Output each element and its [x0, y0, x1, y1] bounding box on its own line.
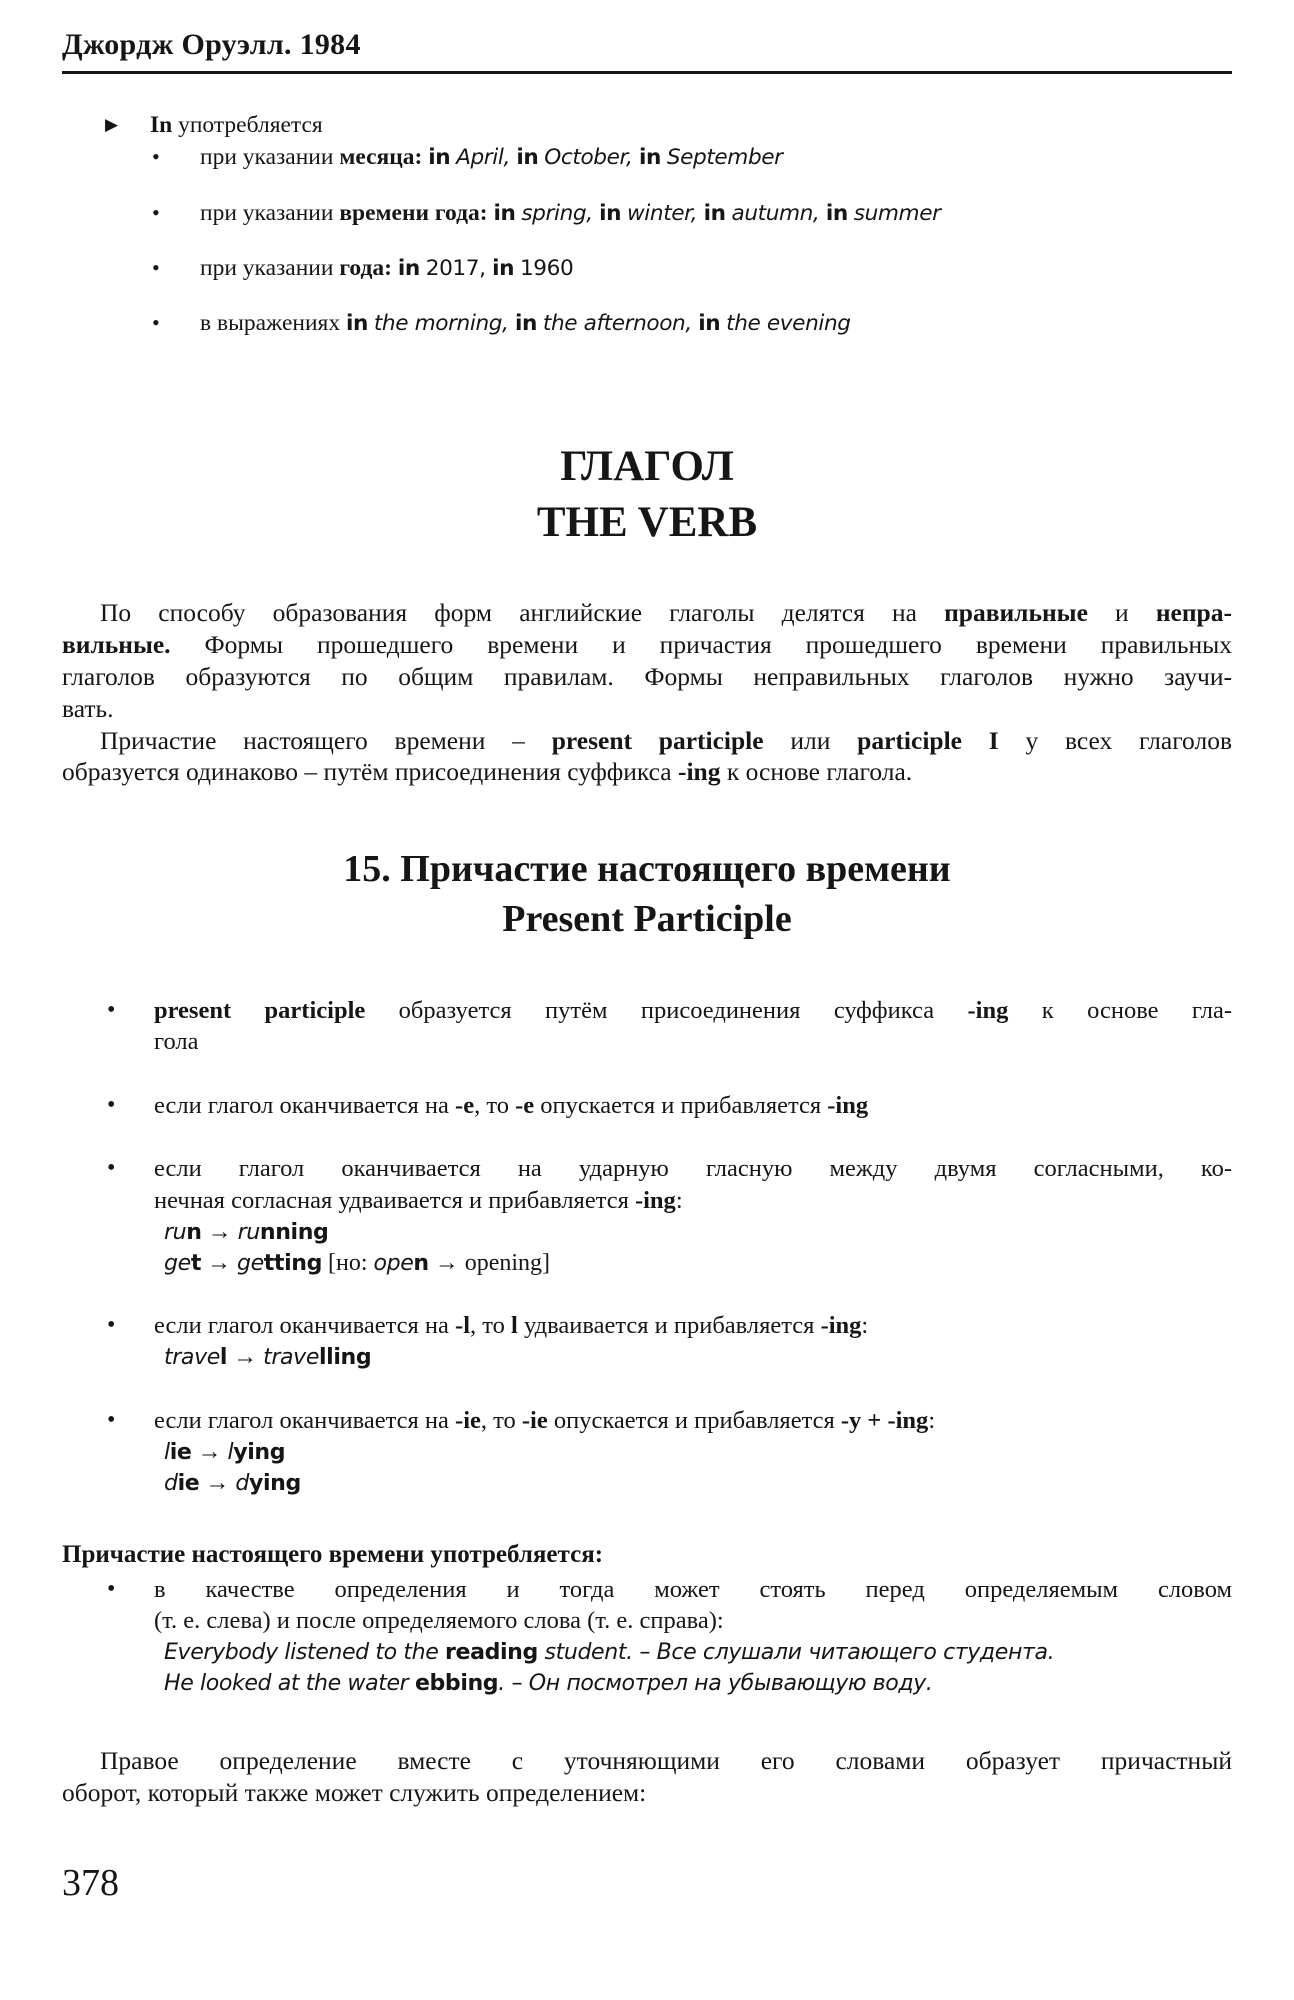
text-run: in: [493, 200, 516, 226]
text-run: , то: [480, 1407, 522, 1435]
text-run: глаголов образуются по общим правилам. Формы неправильных глаголов нужно заучи-: [62, 661, 1232, 691]
rule-text: [154, 995, 1232, 1058]
section-title-en: Present Participle: [502, 898, 792, 941]
text-run: [но:: [321, 1249, 374, 1276]
paragraph-verb-forms: [62, 597, 1232, 725]
text-run: student. – Все слушали читающего студента.: [537, 1639, 1055, 1665]
text-run: оборот, который также может служить определением:: [62, 1777, 647, 1807]
rule-item: [62, 1574, 1232, 1699]
text-run: l: [511, 1312, 518, 1340]
text-run: опускается и прибавляется: [534, 1091, 828, 1119]
text-line: [154, 995, 1232, 1027]
usage-heading: Причастие настоящего времени употребляется:: [62, 1540, 604, 1568]
text-run: времени года:: [339, 199, 494, 226]
rule-text: [154, 1574, 1232, 1699]
in-usage-section: [62, 110, 1232, 339]
text-run: trave: [164, 1345, 220, 1371]
text-run: autumn,: [731, 200, 826, 226]
bullet-icon: •: [107, 1155, 116, 1182]
text-run: удваивается и прибавляется: [517, 1312, 821, 1340]
text-run: если глагол оканчивается на: [154, 1091, 456, 1119]
text-run: in: [703, 200, 726, 226]
text-run: -ing: [634, 1186, 676, 1214]
text-run: (т. е. слева) и после определяемого слова (т. е. справа):: [154, 1607, 724, 1635]
text-run: in: [397, 255, 420, 281]
text-run: :: [861, 1312, 869, 1340]
example-line: [154, 1217, 1232, 1248]
text-run: April,: [456, 145, 517, 171]
text-run: l: [219, 1345, 228, 1371]
example-line: [154, 1637, 1232, 1668]
text-run: правильные: [944, 598, 1088, 628]
text-line: [154, 1185, 1232, 1217]
text-run: d: [164, 1470, 178, 1496]
intro-list-item: [62, 198, 1232, 229]
text-run: у всех глаголов: [998, 725, 1232, 755]
text-line: [62, 629, 1232, 661]
text-run: present participle: [551, 725, 764, 755]
bullet-icon: •: [107, 1091, 116, 1118]
text-run: spring,: [521, 200, 600, 226]
page-number: 378: [62, 1861, 119, 1904]
text-run: По способу образования форм английские глаголы делятся на: [100, 598, 945, 628]
text-run: →: [201, 1218, 238, 1245]
text-run: ying: [249, 1470, 301, 1496]
text-run: in: [698, 311, 721, 336]
rule-item: [62, 1153, 1232, 1278]
text-run: the evening: [726, 311, 851, 336]
text-run: опускается и прибавляется: [547, 1407, 841, 1435]
example-line: [154, 1342, 1232, 1373]
chapter-title-en: THE VERB: [536, 499, 758, 547]
text-line: [62, 1777, 1232, 1809]
text-run: Формы прошедшего времени и причастия прошедшего времени правильных: [170, 629, 1232, 659]
bullet-icon: •: [152, 144, 160, 170]
text-line: [154, 1026, 1232, 1058]
text-run: ope: [373, 1250, 414, 1276]
text-run: Правое определение вместе с уточняющими его словами образует причастный: [100, 1745, 1232, 1775]
text-run: ge: [164, 1250, 191, 1276]
text-run: ru: [237, 1219, 260, 1245]
text-run: tting: [263, 1250, 322, 1276]
text-run: in: [428, 145, 451, 171]
header-rule: [62, 71, 1232, 74]
text-run: n: [186, 1219, 202, 1245]
text-run: Причастие настоящего времени –: [100, 725, 552, 755]
text-run: ie: [177, 1470, 200, 1496]
text-run: -y + -ing: [840, 1407, 929, 1435]
example-line: [154, 1248, 1232, 1279]
bullet-icon: •: [152, 199, 160, 225]
bullet-icon: •: [107, 1312, 116, 1339]
text-run: в выражениях: [200, 310, 346, 336]
triangle-marker-icon: ▶: [105, 115, 119, 134]
text-run: He looked at the water: [164, 1670, 415, 1696]
rules-list: [62, 995, 1232, 1499]
text-run: нечная согласная удваивается и прибавляется: [154, 1186, 635, 1214]
rule-item: [62, 1310, 1232, 1373]
usage-section: [62, 1539, 1232, 1699]
text-run: participle I: [857, 725, 999, 755]
text-run: если глагол оканчивается на: [154, 1407, 456, 1435]
text-run: :: [928, 1407, 936, 1435]
example-line: [154, 1468, 1232, 1499]
text-run: in: [638, 145, 661, 171]
intro-lead-row: [62, 110, 1232, 141]
text-run: In: [150, 112, 173, 138]
text-run: употребляется: [172, 112, 323, 138]
text-run: если глагол оканчивается на: [154, 1312, 456, 1340]
intro-lead-text: [150, 110, 323, 141]
chapter-title-ru: ГЛАГОЛ: [560, 443, 734, 491]
usage-rule-slot: [62, 1574, 1232, 1699]
text-run: →: [227, 1344, 264, 1371]
running-header-title: Джордж Оруэлл. 1984: [62, 28, 361, 61]
text-run: к основе глагола.: [720, 757, 913, 787]
text-run: in: [492, 255, 515, 281]
paragraph-present-participle: [62, 725, 1232, 789]
text-run: reading: [445, 1639, 538, 1665]
text-run: l: [164, 1439, 170, 1465]
text-run: при указании: [200, 254, 340, 281]
text-run: при указании: [200, 144, 340, 171]
text-line: [62, 661, 1232, 693]
intro-item-text: [200, 253, 1232, 284]
intro-item-text: [200, 142, 1232, 173]
rule-text: [154, 1310, 1232, 1373]
text-run: -e: [515, 1091, 535, 1119]
rule-text: [154, 1153, 1232, 1278]
text-run: -e: [455, 1091, 475, 1119]
text-run: in: [516, 145, 539, 171]
text-run: in: [825, 200, 848, 226]
text-run: September: [666, 145, 783, 171]
rule-item: [62, 995, 1232, 1058]
text-run: -ing: [820, 1312, 862, 1340]
text-line: [62, 597, 1232, 629]
text-run: the afternoon,: [542, 311, 699, 336]
rule-item: [62, 1405, 1232, 1499]
text-run: образуется путём присоединения суффикса: [365, 996, 968, 1024]
text-run: →: [200, 1249, 237, 1276]
text-line: [62, 693, 1232, 725]
bullet-icon: •: [107, 996, 116, 1023]
text-run: d: [235, 1470, 249, 1496]
text-run: →: [191, 1438, 228, 1465]
text-run: гола: [154, 1028, 199, 1056]
text-run: -ing: [677, 757, 721, 787]
text-run: года:: [339, 254, 398, 281]
text-run: . – Он посмотрел на убывающую воду.: [498, 1670, 933, 1696]
text-run: -ie: [521, 1407, 548, 1435]
text-run: и: [1087, 598, 1156, 628]
text-run: in: [345, 311, 368, 336]
text-run: вильные.: [62, 629, 171, 659]
text-run: ebbing: [414, 1670, 499, 1696]
text-run: 1960: [519, 255, 574, 281]
text-run: nning: [259, 1219, 329, 1245]
text-line: [62, 725, 1232, 757]
text-run: если глагол оканчивается на ударную гласную между двумя согласными, ко-: [154, 1155, 1232, 1183]
text-run: , то: [470, 1312, 512, 1340]
text-line: [154, 1090, 1232, 1122]
intro-item-text: [200, 308, 1232, 339]
text-run: ying: [233, 1439, 286, 1465]
text-run: lling: [319, 1345, 372, 1371]
text-run: ge: [236, 1250, 264, 1276]
text-run: winter,: [627, 200, 704, 226]
text-run: месяца:: [339, 144, 429, 171]
text-run: → opening]: [428, 1249, 551, 1276]
text-run: , то: [474, 1091, 516, 1119]
text-run: -ing: [967, 996, 1009, 1024]
text-line: [62, 756, 1232, 788]
text-run: или: [763, 725, 858, 755]
text-run: в качестве определения и тогда может стоять перед определяемым словом: [154, 1575, 1232, 1603]
example-line: [154, 1668, 1232, 1699]
text-run: l: [227, 1439, 234, 1465]
text-run: ie: [169, 1439, 192, 1465]
text-run: вать.: [62, 693, 114, 723]
text-run: t: [190, 1250, 201, 1276]
text-run: к основе гла-: [1008, 996, 1232, 1024]
intro-list: [62, 142, 1232, 339]
text-run: :: [675, 1186, 683, 1214]
chapter-title: [62, 439, 1232, 551]
text-line: [62, 1745, 1232, 1777]
text-line: [154, 1605, 1232, 1637]
text-run: the morning,: [373, 311, 515, 336]
rule-text: [154, 1405, 1232, 1499]
intro-item-text: [200, 198, 1232, 229]
section-title-ru: 15. Причастие настоящего времени: [343, 848, 951, 891]
bullet-icon: •: [152, 254, 160, 280]
text-run: 2017,: [425, 255, 493, 281]
text-run: →: [199, 1469, 236, 1496]
intro-list-item: [62, 253, 1232, 284]
text-run: summer: [853, 200, 941, 226]
text-run: -ie: [455, 1407, 481, 1435]
example-line: [154, 1437, 1232, 1468]
text-run: -l: [455, 1312, 470, 1340]
text-line: [154, 1310, 1232, 1342]
page-header: [62, 28, 1232, 74]
bullet-icon: •: [107, 1407, 116, 1434]
intro-list-item: [62, 142, 1232, 173]
text-run: present participle: [154, 996, 366, 1024]
text-run: trave: [263, 1345, 320, 1371]
text-run: при указании: [200, 199, 340, 226]
intro-list-item: [62, 308, 1232, 339]
text-line: [154, 1153, 1232, 1185]
text-run: in: [515, 311, 537, 336]
text-run: n: [413, 1250, 429, 1276]
bullet-icon: •: [152, 310, 160, 335]
text-line: [154, 1574, 1232, 1606]
rule-text: [154, 1090, 1232, 1122]
text-run: непра-: [1155, 598, 1232, 628]
text-run: ru: [164, 1219, 187, 1245]
text-run: October,: [544, 145, 639, 171]
text-run: Everybody listened to the: [164, 1639, 446, 1665]
section-title: [62, 844, 1232, 944]
text-run: -ing: [827, 1091, 869, 1119]
text-run: in: [599, 200, 622, 226]
text-line: [154, 1405, 1232, 1437]
bullet-icon: •: [107, 1575, 116, 1602]
closing-paragraph: [62, 1745, 1232, 1809]
rule-item: [62, 1090, 1232, 1122]
text-run: образуется одинаково – путём присоединения суффикса: [62, 757, 678, 787]
